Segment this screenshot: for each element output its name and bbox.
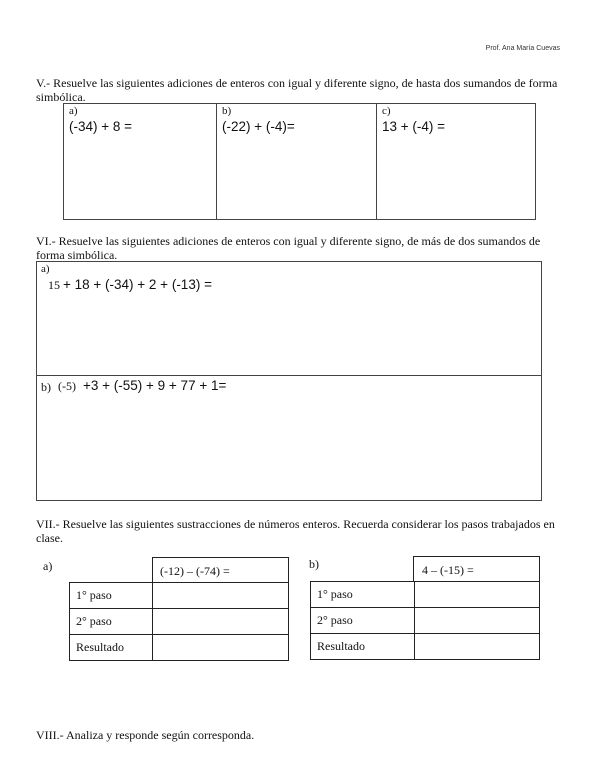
answer-cell[interactable] [153, 609, 289, 635]
expression: 13 + (-4) = [382, 119, 446, 134]
item-label: a) [41, 263, 50, 275]
first-term: (-5) [58, 379, 76, 393]
expression: + 18 + (-34) + 2 + (-13) = [63, 277, 212, 292]
steps-table-a [69, 582, 289, 661]
answer-box-6a[interactable] [36, 261, 542, 376]
answer-cell[interactable] [415, 608, 540, 634]
steps-table-b [310, 581, 540, 660]
table-a-label: a) [43, 559, 53, 573]
table-row [70, 635, 289, 661]
table-row [311, 634, 540, 660]
table-row [311, 582, 540, 608]
answer-cell[interactable] [415, 634, 540, 660]
answer-box-5b[interactable] [216, 103, 377, 220]
expression: 4 – (-15) = [422, 563, 474, 577]
answer-cell[interactable] [153, 583, 289, 609]
section-6-title: VI.- Resuelve las siguientes adiciones de enteros con igual y diferente signo, de más de dos sumandos de forma simbólica. [36, 234, 541, 262]
item-label: c) [382, 105, 391, 117]
answer-box-5c[interactable] [376, 103, 536, 220]
section-8-title: VIII.- Analiza y responde según corresponda. [36, 728, 255, 742]
expression: +3 + (-55) + 9 + 77 + 1= [83, 378, 227, 393]
table-row [70, 609, 289, 635]
first-term: 15 [48, 278, 60, 292]
answer-cell[interactable] [153, 635, 289, 661]
section-5-title: V.- Resuelve las siguientes adiciones de enteros con igual y diferente signo, de hasta dos sumandos de forma simbólica. [36, 76, 558, 104]
answer-box-5a[interactable] [63, 103, 217, 220]
row-label: Resultado [311, 634, 415, 660]
expression: (-12) – (-74) = [160, 564, 230, 578]
row-label: 2° paso [70, 609, 153, 635]
section-7-title: VII.- Resuelve las siguientes sustracciones de números enteros. Recuerda considerar los pasos trabajados en clase. [36, 517, 555, 545]
expression: (-22) + (-4)= [222, 119, 295, 134]
item-label: b) [41, 380, 51, 394]
author-name: Prof. Ana María Cuevas [485, 45, 560, 52]
expression-cell-a [152, 557, 289, 583]
row-label: 1° paso [70, 583, 153, 609]
table-row [70, 583, 289, 609]
answer-cell[interactable] [415, 582, 540, 608]
row-label: 2° paso [311, 608, 415, 634]
expression: (-34) + 8 = [69, 119, 133, 134]
item-label: b) [222, 105, 232, 117]
table-row [311, 608, 540, 634]
item-label: a) [69, 105, 78, 117]
expression-cell-b [413, 556, 540, 582]
row-label: Resultado [70, 635, 153, 661]
table-b-label: b) [309, 557, 319, 571]
answer-box-6b[interactable] [36, 375, 542, 501]
row-label: 1° paso [311, 582, 415, 608]
